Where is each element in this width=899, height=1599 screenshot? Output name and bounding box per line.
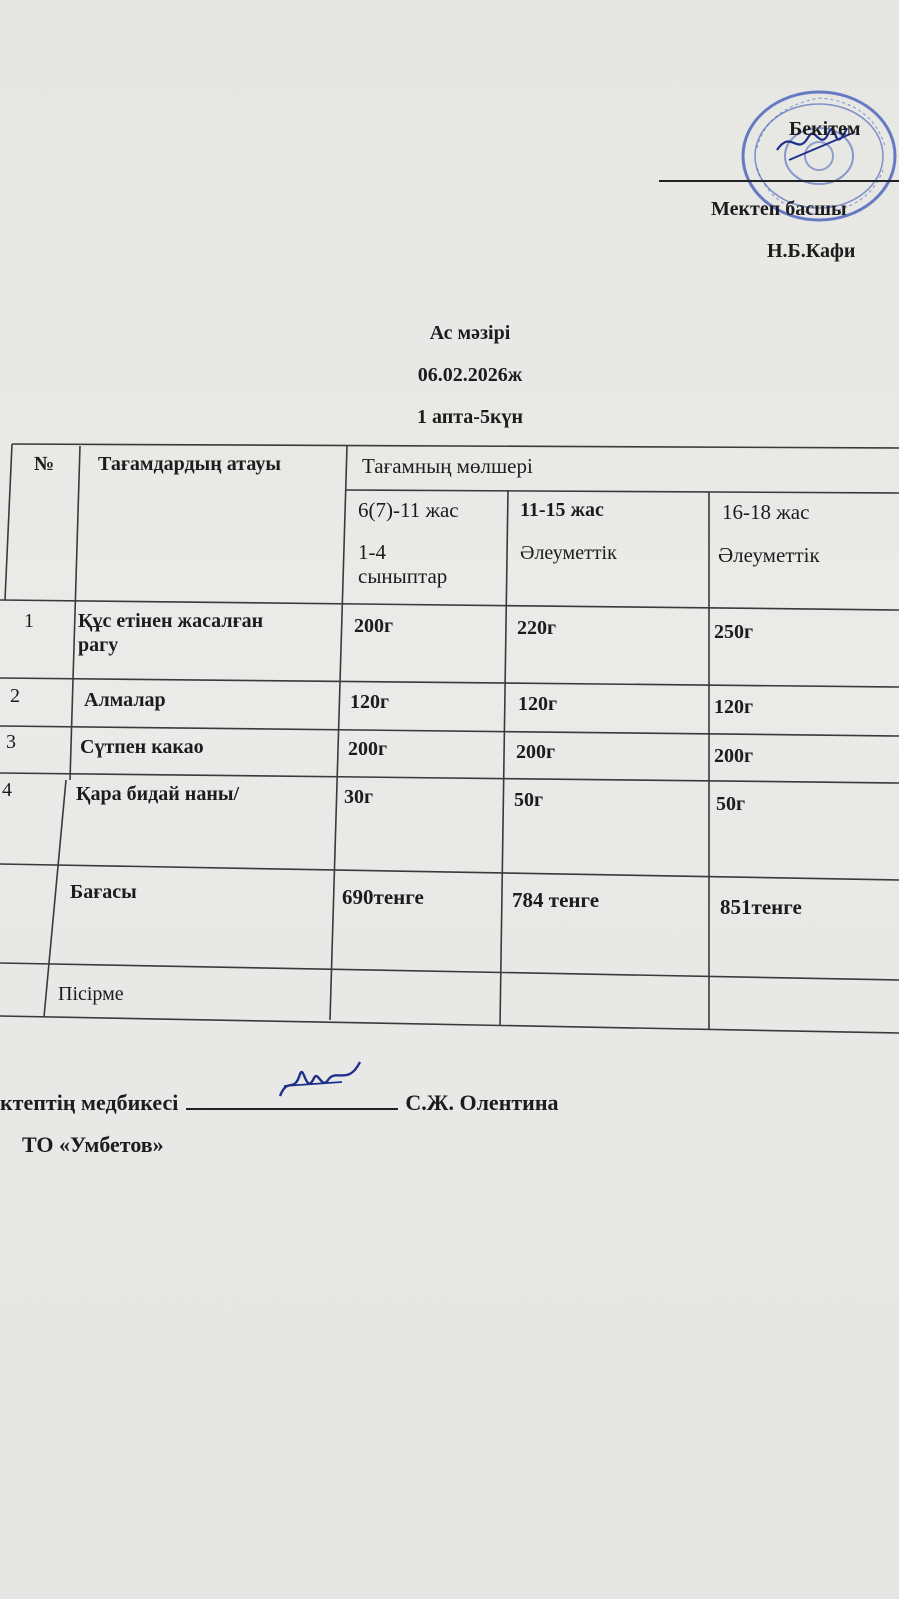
approval-title: Бекітем — [789, 118, 861, 140]
group-sub-1: 1-4 сыныптар — [358, 540, 448, 588]
row-1-value-2: 220г — [517, 617, 557, 639]
row-1-value-3: 250г — [714, 621, 754, 643]
price-value-2: 784 тенге — [512, 888, 600, 912]
row-4-number: 4 — [2, 779, 12, 801]
row-3-value-1: 200г — [348, 738, 388, 760]
row-1-value-1: 200г — [354, 615, 394, 637]
price-label: Бағасы — [70, 881, 137, 903]
approval-name: Н.Б.Кафи — [767, 240, 856, 262]
col-number-header: № — [34, 453, 55, 475]
row-3-value-2: 200г — [516, 741, 556, 763]
row-3-value-3: 200г — [714, 745, 754, 767]
col-amount-header: Тағамның мөлшері — [362, 454, 533, 478]
nurse-label: ктептің медбикесі — [0, 1090, 179, 1115]
row-4-value-2: 50г — [514, 789, 544, 811]
cook-label: Пісірме — [58, 983, 124, 1005]
row-2-name: Алмалар — [84, 689, 166, 711]
group-age-2: 11-15 жас — [520, 499, 604, 521]
row-3-number: 3 — [6, 731, 16, 753]
approval-block — [659, 100, 899, 280]
row-4-value-1: 30г — [344, 786, 374, 808]
group-age-3: 16-18 жас — [722, 500, 810, 524]
row-4-value-3: 50г — [716, 793, 746, 815]
price-value-1: 690тенге — [342, 885, 424, 909]
row-3-name: Сүтпен какао — [80, 736, 204, 758]
menu-title: Ас мәзірі — [429, 322, 511, 344]
group-sub-2: Әлеуметтік — [520, 542, 617, 564]
row-2-value-2: 120г — [518, 693, 558, 715]
row-2-number: 2 — [10, 685, 20, 707]
menu-week: 1 апта-5күн — [416, 406, 524, 428]
row-2-value-1: 120г — [350, 691, 390, 713]
group-sub-3: Әлеуметтік — [718, 543, 820, 567]
nurse-line — [0, 1090, 559, 1116]
row-2-value-3: 120г — [714, 696, 754, 718]
menu-date: 06.02.2026ж — [417, 364, 523, 386]
nurse-signature-line — [186, 1090, 398, 1110]
group-age-1: 6(7)-11 жас — [358, 498, 459, 522]
nurse-name: С.Ж. Олентина — [405, 1090, 559, 1115]
organization: ТО «Умбетов» — [22, 1132, 164, 1157]
price-value-3: 851тенге — [720, 895, 802, 919]
row-4-name: Қара бидай наны/ — [76, 783, 240, 805]
row-1-number: 1 — [24, 610, 34, 632]
col-dish-header: Тағамдардың атауы — [98, 453, 281, 475]
approval-role: Мектеп басшы — [711, 198, 847, 220]
approval-signature-line — [659, 180, 899, 182]
row-1-name: Құс етінен жасалған рагу — [78, 610, 264, 656]
